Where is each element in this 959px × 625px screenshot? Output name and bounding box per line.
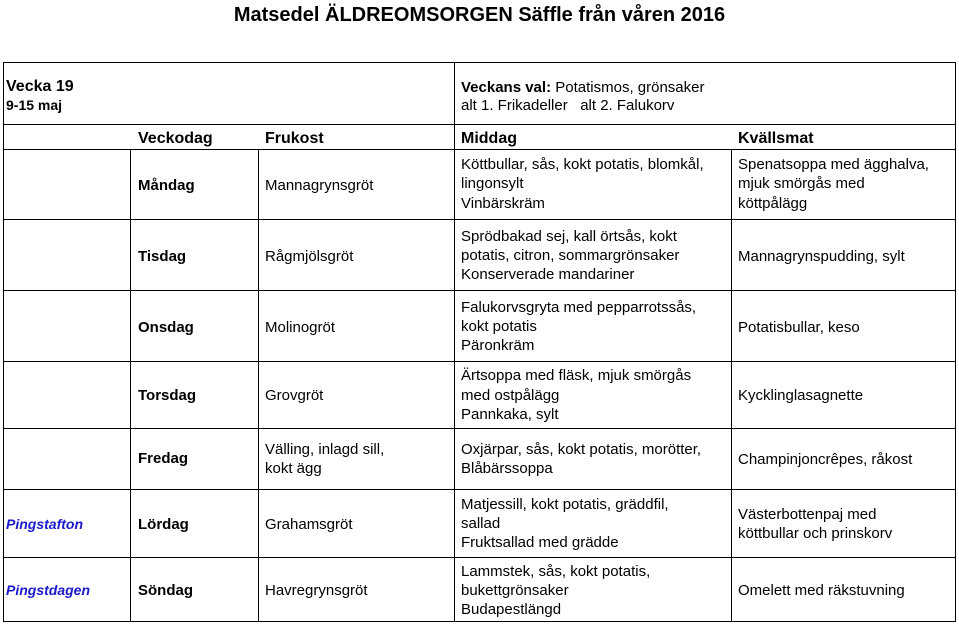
dinner-line: Potatisbullar, keso: [738, 319, 860, 336]
divider: [258, 149, 259, 622]
column-header-dinner: Kvällsmat: [738, 130, 814, 147]
weekly-alternatives: alt 1. Frikadeller alt 2. Falukorv: [461, 97, 675, 114]
day-name: Onsdag: [138, 319, 194, 336]
dinner-line: Mannagrynspudding, sylt: [738, 248, 905, 265]
lunch-line: Matjessill, kokt potatis, gräddfil,: [461, 496, 669, 513]
breakfast-item: Rågmjölsgröt: [265, 248, 354, 265]
dessert-line: Pannkaka, sylt: [461, 406, 559, 423]
day-name: Måndag: [138, 177, 195, 194]
column-header-day: Veckodag: [138, 130, 213, 147]
dinner-line: mjuk smörgås med: [738, 175, 865, 192]
divider: [3, 219, 956, 220]
dessert-line: Vinbärskräm: [461, 195, 545, 212]
dessert-line: Konserverade mandariner: [461, 266, 635, 283]
divider: [3, 290, 956, 291]
breakfast-item: Grovgröt: [265, 387, 324, 404]
lunch-line: potatis, citron, sommargrönsaker: [461, 247, 680, 264]
breakfast-item: Välling, inlagd sill, kokt ägg: [265, 441, 385, 477]
dessert-line: Fruktsallad med grädde: [461, 534, 619, 551]
dinner-line: Spenatsoppa med ägghalva,: [738, 156, 929, 173]
day-name: Tisdag: [138, 248, 187, 265]
day-name: Lördag: [138, 516, 189, 533]
week-label: Vecka 19: [6, 78, 74, 95]
week-dates: 9-15 maj: [6, 97, 63, 113]
dessert-line: Päronkräm: [461, 337, 535, 354]
breakfast-item: Havregrynsgröt: [265, 582, 368, 599]
divider: [731, 149, 732, 622]
weekly-choice-value: Potatismos, grönsaker: [555, 79, 705, 96]
lunch-line: Sprödbakad sej, kall örtsås, kokt: [461, 228, 677, 245]
holiday-label: Pingstafton: [6, 516, 83, 532]
column-header-breakfast: Frukost: [265, 130, 324, 147]
breakfast-item: Grahamsgröt: [265, 516, 353, 533]
column-header-lunch: Middag: [461, 130, 517, 147]
divider: [3, 428, 956, 429]
divider: [3, 361, 956, 362]
lunch-line: bukettgrönsaker: [461, 582, 569, 599]
day-name: Fredag: [138, 450, 189, 467]
divider: [130, 149, 131, 622]
dinner-line: Omelett med räkstuvning: [738, 582, 905, 599]
weekly-choice: [461, 78, 704, 97]
holiday-label: Pingstdagen: [6, 582, 91, 598]
day-name: Söndag: [138, 582, 193, 599]
lunch-line: Falukorvsgryta med pepparrotssås,: [461, 299, 697, 316]
lunch-line: lingonsylt: [461, 175, 524, 192]
dinner-line: Champinjoncrêpes, råkost: [738, 451, 913, 468]
breakfast-item: Mannagrynsgröt: [265, 177, 374, 194]
dinner-line: köttbullar och prinskorv: [738, 525, 893, 542]
divider: [454, 62, 455, 622]
lunch-line: sallad: [461, 515, 501, 532]
lunch-line: med ostpålägg: [461, 387, 560, 404]
dessert-line: Blåbärssoppa: [461, 460, 553, 477]
divider: [3, 124, 956, 125]
page-title: Matsedel ÄLDREOMSORGEN Säffle från våren 2016: [233, 4, 726, 26]
weekly-choice-label: Veckans val:: [461, 79, 552, 96]
lunch-line: kokt potatis: [461, 318, 537, 335]
divider: [3, 557, 956, 558]
lunch-line: Ärtsoppa med fläsk, mjuk smörgås: [461, 367, 692, 384]
divider: [3, 489, 956, 490]
day-name: Torsdag: [138, 387, 197, 404]
lunch-line: Köttbullar, sås, kokt potatis, blomkål,: [461, 156, 704, 173]
dinner-line: köttpålägg: [738, 195, 808, 212]
lunch-line: Oxjärpar, sås, kokt potatis, morötter,: [461, 441, 702, 458]
breakfast-item: Molinogröt: [265, 319, 336, 336]
dessert-line: Budapestlängd: [461, 601, 562, 618]
divider: [3, 149, 956, 150]
dinner-line: Kycklinglasagnette: [738, 387, 864, 404]
dinner-line: Västerbottenpaj med: [738, 506, 877, 523]
lunch-line: Lammstek, sås, kokt potatis,: [461, 563, 651, 580]
